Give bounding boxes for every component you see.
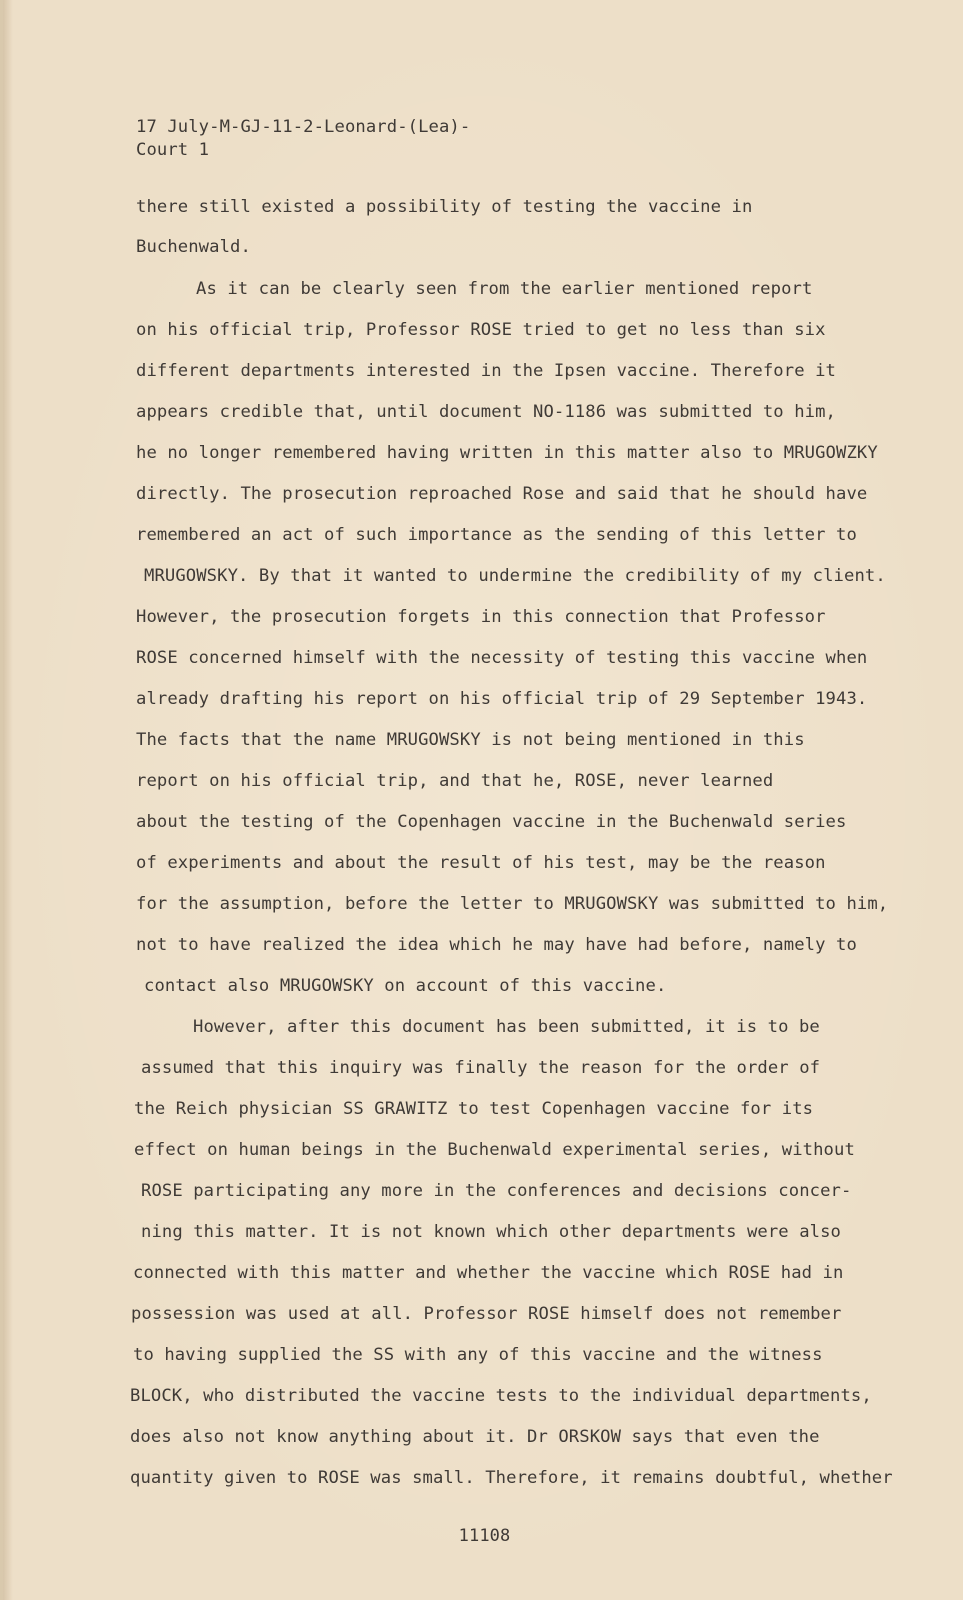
body-line: BLOCK, who distributed the vaccine tests to the individual departments, <box>130 1386 872 1406</box>
body-line: connected with this matter and whether the vaccine which ROSE had in <box>133 1263 844 1283</box>
header-reference-line: 17 July-M-GJ-11-2-Leonard-(Lea)- <box>136 117 471 137</box>
body-line: The facts that the name MRUGOWSKY is not being mentioned in this <box>136 730 805 750</box>
body-line: remembered an act of such importance as the sending of this letter to <box>136 525 857 545</box>
body-line: However, after this document has been submitted, it is to be <box>193 1017 820 1037</box>
page-number: 11108 <box>458 1526 511 1546</box>
body-line: possession was used at all. Professor ROSE himself does not remember <box>131 1304 842 1324</box>
body-line: about the testing of the Copenhagen vaccine in the Buchenwald series <box>136 812 847 832</box>
body-line: However, the prosecution forgets in this connection that Professor <box>136 607 826 627</box>
header-court-line: Court 1 <box>136 140 210 160</box>
body-line: ROSE concerned himself with the necessity of testing this vaccine when <box>136 648 868 668</box>
body-line: ning this matter. It is not known which other departments were also <box>141 1222 841 1242</box>
body-line: already drafting his report on his official trip of 29 September 1943. <box>136 689 868 709</box>
body-line: does also not know anything about it. Dr ORSKOW says that even the <box>130 1427 820 1447</box>
body-line: appears credible that, until document NO-1186 was submitted to him, <box>136 402 836 422</box>
body-line: for the assumption, before the letter to MRUGOWSKY was submitted to him, <box>136 894 889 914</box>
body-line: As it can be clearly seen from the earlier mentioned report <box>196 279 813 299</box>
body-line: ROSE participating any more in the conferences and decisions concer- <box>141 1181 852 1201</box>
body-line: different departments interested in the Ipsen vaccine. Therefore it <box>136 361 836 381</box>
body-line: quantity given to ROSE was small. Therefore, it remains doubtful, whether <box>130 1468 893 1488</box>
body-line: report on his official trip, and that he, ROSE, never learned <box>136 771 774 791</box>
body-line: of experiments and about the result of his test, may be the reason <box>136 853 826 873</box>
body-line: to having supplied the SS with any of this vaccine and the witness <box>133 1345 823 1365</box>
body-line: not to have realized the idea which he may have had before, namely to <box>136 935 857 955</box>
body-line: on his official trip, Professor ROSE tried to get no less than six <box>136 320 826 340</box>
body-line: the Reich physician SS GRAWITZ to test Copenhagen vaccine for its <box>134 1099 814 1119</box>
document-body <box>3 0 963 1500</box>
body-line: directly. The prosecution reproached Rose and said that he should have <box>136 484 868 504</box>
body-line: effect on human beings in the Buchenwald experimental series, without <box>134 1140 855 1160</box>
body-line: he no longer remembered having written in this matter also to MRUGOWZKY <box>136 443 878 463</box>
body-line: Buchenwald. <box>136 237 251 257</box>
body-line: assumed that this inquiry was finally the reason for the order of <box>141 1058 821 1078</box>
body-line: there still existed a possibility of testing the vaccine in <box>136 197 753 217</box>
body-line: MRUGOWSKY. By that it wanted to undermine the credibility of my client. <box>144 566 886 586</box>
body-line: contact also MRUGOWSKY on account of this vaccine. <box>144 976 667 996</box>
